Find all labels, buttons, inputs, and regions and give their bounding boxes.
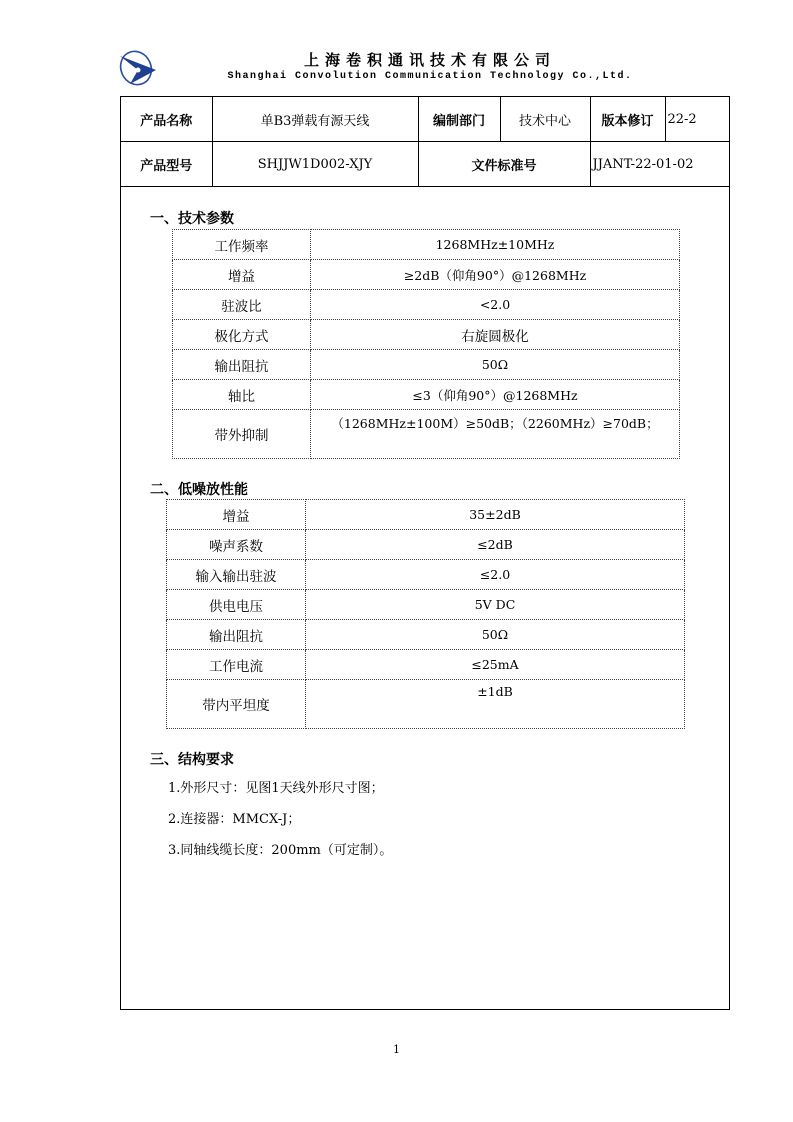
table-row [167, 500, 685, 530]
param-name: 带外抑制 [173, 410, 311, 459]
requirement-item: 2.连接器：MMCX-J； [168, 812, 301, 827]
param-name: 带内平坦度 [167, 680, 306, 729]
product-name-value: 单B3弹载有源天线 [212, 97, 418, 142]
param-name: 轴比 [173, 380, 311, 410]
param-name: 输出阻抗 [167, 620, 306, 650]
doc-std-label: 文件标准号 [418, 142, 590, 187]
company-logo-icon [116, 44, 160, 88]
table-row [167, 560, 685, 590]
param-value: 右旋圆极化 [311, 320, 680, 350]
param-name: 噪声系数 [167, 530, 306, 560]
section3-title: 三、结构要求 [150, 752, 234, 768]
param-value: 50Ω [306, 620, 685, 650]
param-name: 工作频率 [173, 230, 311, 260]
table-row [167, 620, 685, 650]
param-value: ≥2dB（仰角90°）@1268MHz [311, 260, 680, 290]
requirement-item: 1.外形尺寸：见图1天线外形尺寸图； [168, 781, 384, 796]
model-label: 产品型号 [121, 142, 212, 187]
company-name-en: Shanghai Convolution Communication Technology Co.,Ltd. [227, 71, 633, 82]
section2-title: 二、低噪放性能 [150, 482, 248, 498]
param-value: 1268MHz±10MHz [311, 230, 680, 260]
model-value: SHJJW1D002-XJY [212, 142, 418, 187]
dept-value: 技术中心 [500, 97, 590, 142]
param-value: ≤3（仰角90°）@1268MHz [311, 380, 680, 410]
lna-params-table [166, 499, 685, 729]
param-name: 工作电流 [167, 650, 306, 680]
requirement-item: 3.同轴线缆长度：200mm（可定制）。 [168, 843, 393, 858]
table-row [167, 590, 685, 620]
table-row [173, 410, 680, 459]
table-row [167, 680, 685, 729]
header-table [121, 97, 729, 187]
table-row [173, 380, 680, 410]
revision-label: 版本修订 [590, 97, 665, 142]
param-value: 50Ω [311, 350, 680, 380]
tech-params-table [172, 229, 680, 459]
section1-title: 一、技术参数 [150, 211, 234, 227]
param-value: 5V DC [306, 590, 685, 620]
param-value: ±1dB [306, 680, 685, 729]
param-value: ≤2.0 [306, 560, 685, 590]
table-row [173, 290, 680, 320]
table-row [173, 260, 680, 290]
page-number: 1 [393, 1043, 400, 1056]
param-value: <2.0 [311, 290, 680, 320]
table-row [167, 650, 685, 680]
param-name: 输入输出驻波 [167, 560, 306, 590]
table-row [173, 230, 680, 260]
param-value: （1268MHz±100M）≥50dB；（2260MHz）≥70dB； [311, 410, 680, 459]
table-row [173, 350, 680, 380]
param-name: 极化方式 [173, 320, 311, 350]
doc-std-value: JJANT-22-01-02 [590, 142, 729, 187]
dept-label: 编制部门 [418, 97, 500, 142]
product-name-label: 产品名称 [121, 97, 212, 142]
param-name: 供电电压 [167, 590, 306, 620]
param-value: 35±2dB [306, 500, 685, 530]
param-name: 增益 [173, 260, 311, 290]
revision-value: 22-2 [665, 97, 729, 142]
param-name: 输出阻抗 [173, 350, 311, 380]
company-name-cn: 上海卷积通讯技术有限公司 [303, 51, 556, 69]
param-name: 驻波比 [173, 290, 311, 320]
param-name: 增益 [167, 500, 306, 530]
table-row [167, 530, 685, 560]
param-value: ≤2dB [306, 530, 685, 560]
param-value: ≤25mA [306, 650, 685, 680]
table-row [173, 320, 680, 350]
